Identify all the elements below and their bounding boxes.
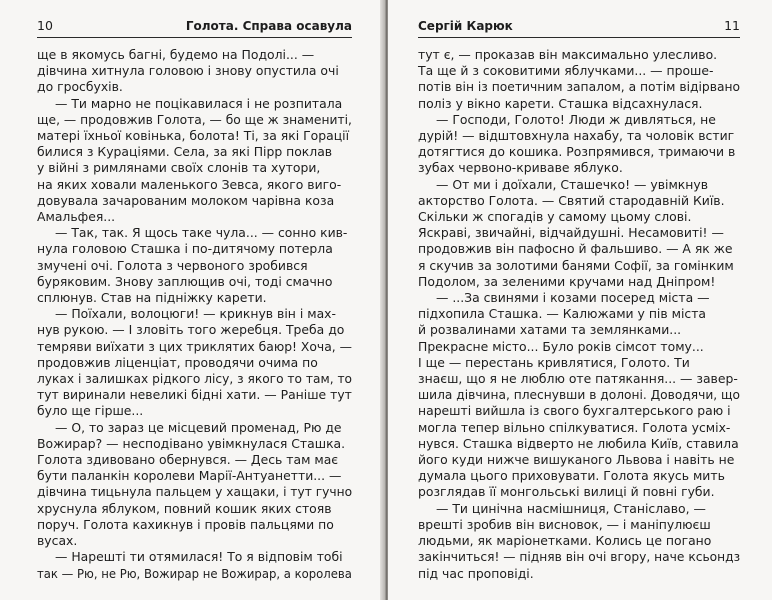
- text-line: потів він із поетичним запалом, а потім відірвано: [418, 79, 741, 95]
- left-page-body: [37, 47, 352, 582]
- text-line: Вожирар? — несподівано увімкнулася Сташка.: [37, 435, 346, 451]
- text-line: до гросбухів.: [37, 79, 123, 95]
- text-line: поліз у вікно карети. Сташка відсахнулася.: [418, 95, 703, 111]
- text-line: так — Рю, не Рю, Вожирар не Вожирар, а королева: [37, 565, 352, 581]
- text-line: могла тепер вільно спілкуватися. Голота усміх-: [418, 419, 731, 435]
- text-line: я скучив за золотими банями Софії, за гомінким: [418, 257, 734, 273]
- left-page: [0, 0, 384, 600]
- text-line: знаєш, що я не люблю оте патякання... — завер-: [418, 371, 738, 387]
- text-line: закінчиться! — підняв він очі вгору, наче ксьондз: [418, 549, 741, 565]
- text-line: нувся. Сташка відверто не любила Київ, ставила: [418, 435, 739, 451]
- text-line: ще, — продовжив Голота, — бо ще ж знамениті,: [37, 111, 352, 127]
- text-line: шила дівчина, плеснувши в долоні. Доводячи, що: [418, 387, 741, 403]
- text-line: думала цього приховувати. Голота якусь мить: [418, 468, 725, 484]
- text-line: тут виринали невеликі бідні хати. — Раніше тут: [37, 387, 352, 403]
- text-line: дівчина тицьнула пальцем у хащаки, і тут гучно: [37, 484, 353, 500]
- text-line: тут є, — проказав він максимально улесливо.: [418, 47, 718, 62]
- text-line: акторство Голота. — Святий стародавній Київ.: [418, 192, 725, 208]
- text-line: буряковим. Знову заплющив очі, тоді смачно: [37, 273, 333, 289]
- text-line: — ...За свинями і козами посеред міста —: [436, 290, 710, 306]
- text-line: було ще гірше...: [37, 403, 144, 419]
- text-line: довувала зачарованим молоком чарівна коза: [37, 192, 335, 208]
- text-line: змучені очі. Голота з червоного зробився: [37, 257, 308, 273]
- text-line: — Нарешті ти отямилася! То я відповім тобі: [55, 549, 343, 565]
- text-line: Голота здивовано обернувся. — Десь там має: [37, 452, 339, 468]
- text-line: — Поїхали, волоцюги! — крикнув він і мах-: [55, 306, 336, 322]
- text-line: підхопила Сташка. — Калюжами у пів міста: [418, 306, 707, 322]
- text-line: зубах червоно-криваве яблуко.: [418, 160, 623, 176]
- right-page: [388, 0, 772, 600]
- running-head: Сергій Карюк: [418, 19, 513, 33]
- right-page-body: [418, 47, 740, 582]
- text-line: — Ти марно не поцікавилася і не розпитала: [55, 95, 343, 111]
- text-line: дівчина хитнула головою і знову опустила очі: [37, 63, 339, 79]
- text-line: — Так, так. Я щось таке чула... — сонно кив-: [55, 225, 348, 241]
- running-head: Голота. Справа осавула: [185, 19, 352, 33]
- text-line: нарешті вийшла із свого бухгалтерського раю і: [418, 403, 731, 419]
- text-line: врешті зробив він висновок, — і маніпулюєш: [418, 516, 711, 532]
- text-line: матері їхньої ковінька, болота! Ті, за які Горації: [37, 128, 350, 144]
- right-page-header: [418, 18, 740, 38]
- text-line: дотягтися до кошика. Розпрямився, тримаючи в: [418, 144, 736, 160]
- text-line: ще в якомусь багні, будемо на Подолі... —: [37, 47, 315, 62]
- text-line: луках і залишках рідкого лісу, з якого то там, то: [37, 371, 353, 387]
- text-line: нула головою Сташка і по-дитячому потерла: [37, 241, 333, 257]
- text-line: бути паланкін королеви Марії-Антуанетти... —: [37, 468, 342, 484]
- text-line: Яскраві, звичайні, відчайдушні. Несамовиті! —: [418, 225, 724, 241]
- text-line: Та ще й з соковитими яблучками... — проше-: [418, 63, 714, 79]
- text-line: — От ми і доїхали, Сташечко! — увімкнув: [436, 176, 709, 192]
- text-line: хруснула яблуком, повний кошик яких стояв: [37, 500, 332, 516]
- text-line: у війні з римлянами своїх слонів та хутори,: [37, 160, 321, 176]
- text-line: Скільки ж спогадів у самому цьому слові.: [418, 209, 692, 225]
- text-line: сплюнув. Став на підніжку карети.: [37, 290, 267, 306]
- text-line: Прекрасне місто... Було років сімсот тому...: [418, 338, 704, 354]
- page-number: 10: [37, 18, 53, 33]
- text-line: продовжив він пафосно й фальшиво. — А як же: [418, 241, 733, 257]
- text-line: вусах.: [37, 533, 78, 549]
- text-line: під час проповіді.: [418, 565, 534, 581]
- text-line: дурій! — відштовхнула нахабу, та чоловік встиг: [418, 128, 735, 144]
- text-line: продовжив ліценціат, проводячи очима по: [37, 354, 318, 370]
- text-line: його куди нижче вишуканого Львова і навіть не: [418, 452, 735, 468]
- text-line: билися з Кураціями. Села, за які Пірр поклав: [37, 144, 333, 160]
- text-line: Подолом, за зеленими кручами над Дніпром!: [418, 273, 716, 289]
- text-line: І ще — перестань кривлятися, Голото. Ти: [418, 354, 690, 370]
- text-line: розглядав її монгольські вилиці й повні губи.: [418, 484, 715, 500]
- text-line: людьми, як маріонетками. Колись це погано: [418, 533, 712, 549]
- text-line: — О, то зараз це місцевий променад, Рю де: [55, 419, 342, 435]
- text-line: Амальфея...: [37, 209, 116, 225]
- text-line: поруч. Голота кахикнув і провів пальцями по: [37, 516, 334, 532]
- text-line: на яких ховали маленького Зевса, якого виго-: [37, 176, 342, 192]
- text-line: й розвалинами хатами та землянками...: [418, 322, 682, 338]
- text-line: — Ти цинічна насмішниця, Станіславо, —: [436, 500, 706, 516]
- text-line: темряви виїхати з цих триклятих баюр! Хоча, —: [37, 338, 352, 354]
- text-line: — Господи, Голото! Люди ж дивляться, не: [436, 111, 716, 127]
- page-number: 11: [724, 18, 740, 33]
- left-page-header: [37, 18, 352, 38]
- text-line: нув рукою. — І зловіть того жеребця. Треба до: [37, 322, 345, 338]
